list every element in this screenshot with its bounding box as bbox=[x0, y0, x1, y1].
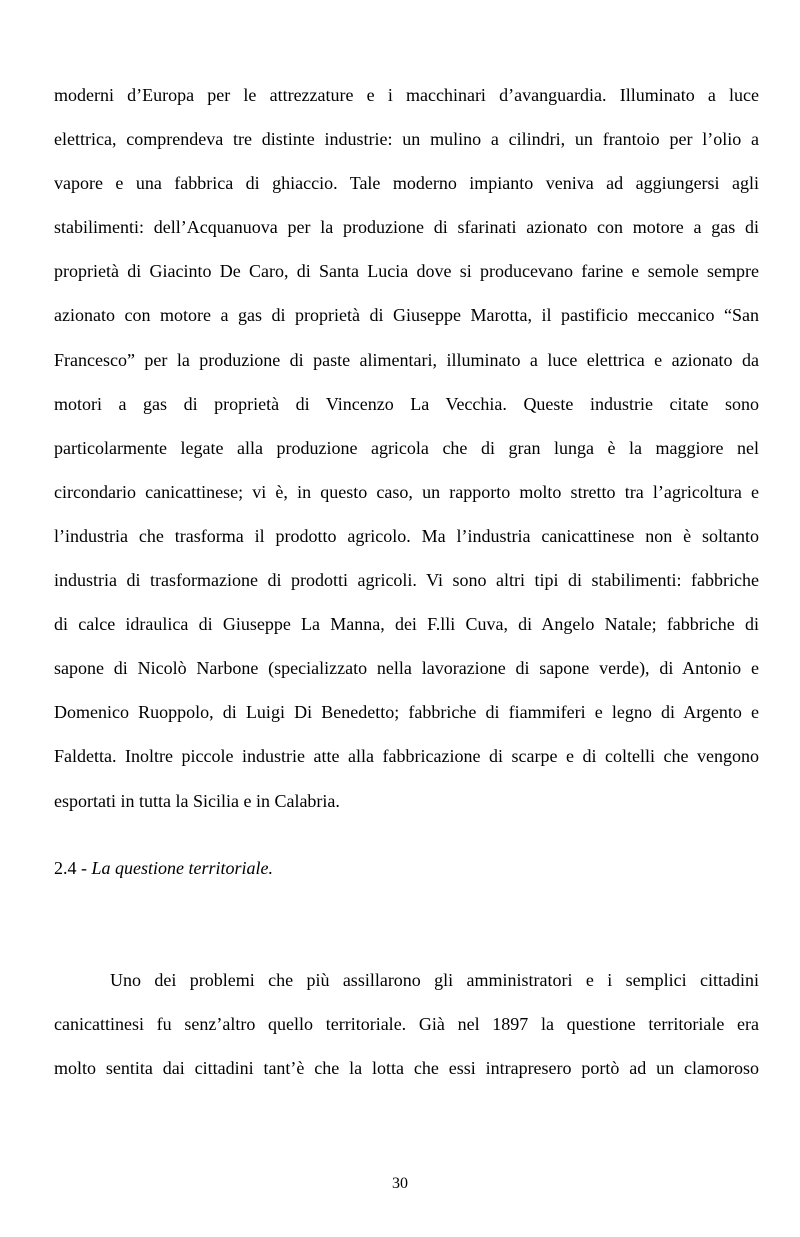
paragraph-line: particolarmente legate alla produzione agricola che di gran lunga è la maggiore nel bbox=[54, 437, 759, 458]
paragraph-territorial-question bbox=[54, 958, 759, 1090]
paragraph-line: canicattinesi fu senz’altro quello territoriale. Già nel 1897 la questione territoriale era bbox=[54, 1014, 759, 1035]
paragraph-line: Domenico Ruoppolo, di Luigi Di Benedetto; fabbriche di fiammiferi e legno di Argento e bbox=[54, 702, 759, 723]
paragraph-line: esportati in tutta la Sicilia e in Calabria. bbox=[54, 790, 340, 811]
section-heading bbox=[54, 856, 273, 880]
paragraph-line: industria di trasformazione di prodotti agricoli. Vi sono altri tipi di stabilimenti: fabbriche bbox=[54, 570, 759, 591]
paragraph-line: Faldetta. Inoltre piccole industrie atte alla fabbricazione di scarpe e di coltelli che vengono bbox=[54, 746, 759, 767]
paragraph-line: circondario canicattinese; vi è, in questo caso, un rapporto molto stretto tra l’agricoltura e bbox=[54, 481, 759, 502]
paragraph-industries bbox=[54, 73, 759, 823]
paragraph-line: di calce idraulica di Giuseppe La Manna, dei F.lli Cuva, di Angelo Natale; fabbriche di bbox=[54, 614, 759, 635]
paragraph-line: motori a gas di proprietà di Vincenzo La Vecchia. Queste industrie citate sono bbox=[54, 393, 759, 414]
section-title: La questione territoriale. bbox=[91, 858, 273, 878]
paragraph-line: vapore e una fabbrica di ghiaccio. Tale moderno impianto veniva ad aggiungersi agli bbox=[54, 173, 759, 194]
paragraph-line: azionato con motore a gas di proprietà di Giuseppe Marotta, il pastificio meccanico “San bbox=[54, 305, 759, 326]
paragraph-line: proprietà di Giacinto De Caro, di Santa Lucia dove si producevano farine e semole sempre bbox=[54, 261, 759, 282]
paragraph-line: stabilimenti: dell’Acquanuova per la produzione di sfarinati azionato con motore a gas di bbox=[54, 217, 759, 238]
paragraph-line: elettrica, comprendeva tre distinte industrie: un mulino a cilindri, un frantoio per l’olio a bbox=[54, 129, 759, 150]
paragraph-line: Uno dei problemi che più assillarono gli amministratori e i semplici cittadini bbox=[110, 970, 759, 990]
page-number: 30 bbox=[392, 1175, 408, 1192]
paragraph-line: moderni d’Europa per le attrezzature e i macchinari d’avanguardia. Illuminato a luce bbox=[54, 85, 759, 105]
paragraph-line: sapone di Nicolò Narbone (specializzato nella lavorazione di sapone verde), di Antonio e bbox=[54, 658, 759, 679]
paragraph-line: molto sentita dai cittadini tant’è che la lotta che essi intrapresero portò ad un clamoroso bbox=[54, 1058, 759, 1079]
paragraph-line: Francesco” per la produzione di paste alimentari, illuminato a luce elettrica e azionato da bbox=[54, 349, 759, 370]
paragraph-line: l’industria che trasforma il prodotto agricolo. Ma l’industria canicattinese non è soltanto bbox=[54, 525, 759, 546]
section-number: 2.4 - bbox=[54, 858, 92, 878]
